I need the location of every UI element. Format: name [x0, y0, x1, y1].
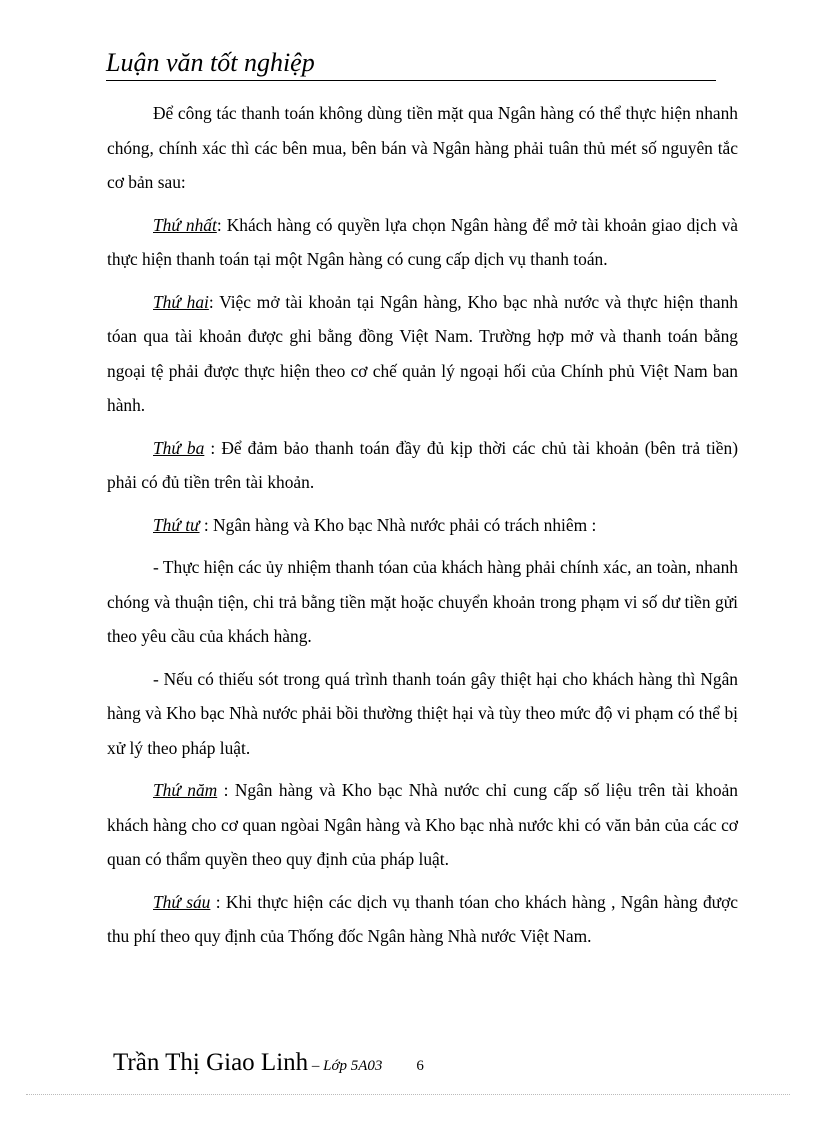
rule-label: Thứ tư — [153, 514, 200, 535]
document-body — [107, 96, 738, 962]
paragraph-text: - Thực hiện các ủy nhiệm thanh tóan của khách hàng phải chính xác, an toàn, nhanh chóng và thuận tiện, chi trả bằng tiền mặt hoặc chuyển khoản trong phạm vi số dư tiền gửi theo yêu cầu của khách hàng. — [107, 557, 738, 646]
paragraph-rule-5 — [107, 773, 738, 877]
paragraph-text: : Để đảm bảo thanh toán đầy đủ kịp thời các chủ tài khoản (bên trả tiền) phải có đủ tiền trên tài khoản. — [107, 437, 738, 492]
page-bottom-divider — [26, 1094, 790, 1095]
page-header — [106, 48, 716, 81]
paragraph-text: - Nếu có thiếu sót trong quá trình thanh toán gây thiệt hại cho khách hàng thì Ngân hàng và Kho bạc Nhà nước phải bồi thường thiệt hại và tùy theo mức độ vi phạm có thể bị xử lý theo pháp luật. — [107, 668, 738, 758]
page-number: 6 — [416, 1058, 424, 1074]
paragraph-text: : Ngân hàng và Kho bạc Nhà nước phải có trách nhiêm : — [199, 514, 597, 535]
paragraph-rule-6 — [107, 885, 738, 954]
paragraph-bullet-1 — [107, 550, 738, 654]
rule-label: Thứ năm — [153, 780, 218, 800]
paragraph-text: : Ngân hàng và Kho bạc Nhà nước chỉ cung cấp số liệu trên tài khoản khách hàng cho cơ quan ngòai Ngân hàng và Kho bạc nhà nước khi có văn bản của các cơ quan có thẩm quyền theo quy định của pháp luật. — [107, 780, 738, 869]
paragraph-text: : Khi thực hiện các dịch vụ thanh tóan cho khách hàng , Ngân hàng được thu phí theo quy định của Thống đốc Ngân hàng Nhà nước Việt Nam. — [107, 891, 739, 946]
rule-label: Thứ sáu — [153, 891, 211, 912]
paragraph-text: Để công tác thanh toán không dùng tiền mặt qua Ngân hàng có thể thực hiện nhanh chóng, chính xác thì các bên mua, bên bán và Ngân hàng phải tuân thủ mét số nguyên tắc cơ bản sau: — [107, 103, 738, 192]
paragraph-rule-4 — [107, 508, 738, 543]
page-footer — [113, 1047, 424, 1082]
footer-class: – Lớp 5A03 — [308, 1058, 383, 1074]
paragraph-bullet-2 — [107, 662, 738, 766]
rule-label: Thứ hai — [153, 291, 209, 312]
paragraph-rule-3 — [107, 431, 738, 500]
rule-label: Thứ ba — [153, 437, 205, 458]
paragraph-text: : Việc mở tài khoản tại Ngân hàng, Kho bạc nhà nước và thực hiện thanh tóan qua tài khoản được ghi bằng đồng Việt Nam. Trường hợp mở và thanh toán bằng ngoại tệ phải được thực hiện theo cơ chế quản lý ngoại hối của Chính phủ Việt Nam ban hành. — [107, 291, 738, 415]
footer-author: Trần Thị Giao Linh — [113, 1049, 309, 1076]
paragraph-rule-1 — [107, 208, 738, 277]
paragraph-intro — [107, 96, 738, 200]
paragraph-rule-2 — [107, 285, 738, 423]
header-title: Luận văn tốt nghiệp — [106, 48, 315, 77]
rule-label: Thứ nhất — [153, 214, 217, 235]
paragraph-text: : Khách hàng có quyền lựa chọn Ngân hàng để mở tài khoản giao dịch và thực hiện thanh toán tại một Ngân hàng có cung cấp dịch vụ thanh toán. — [107, 214, 738, 269]
